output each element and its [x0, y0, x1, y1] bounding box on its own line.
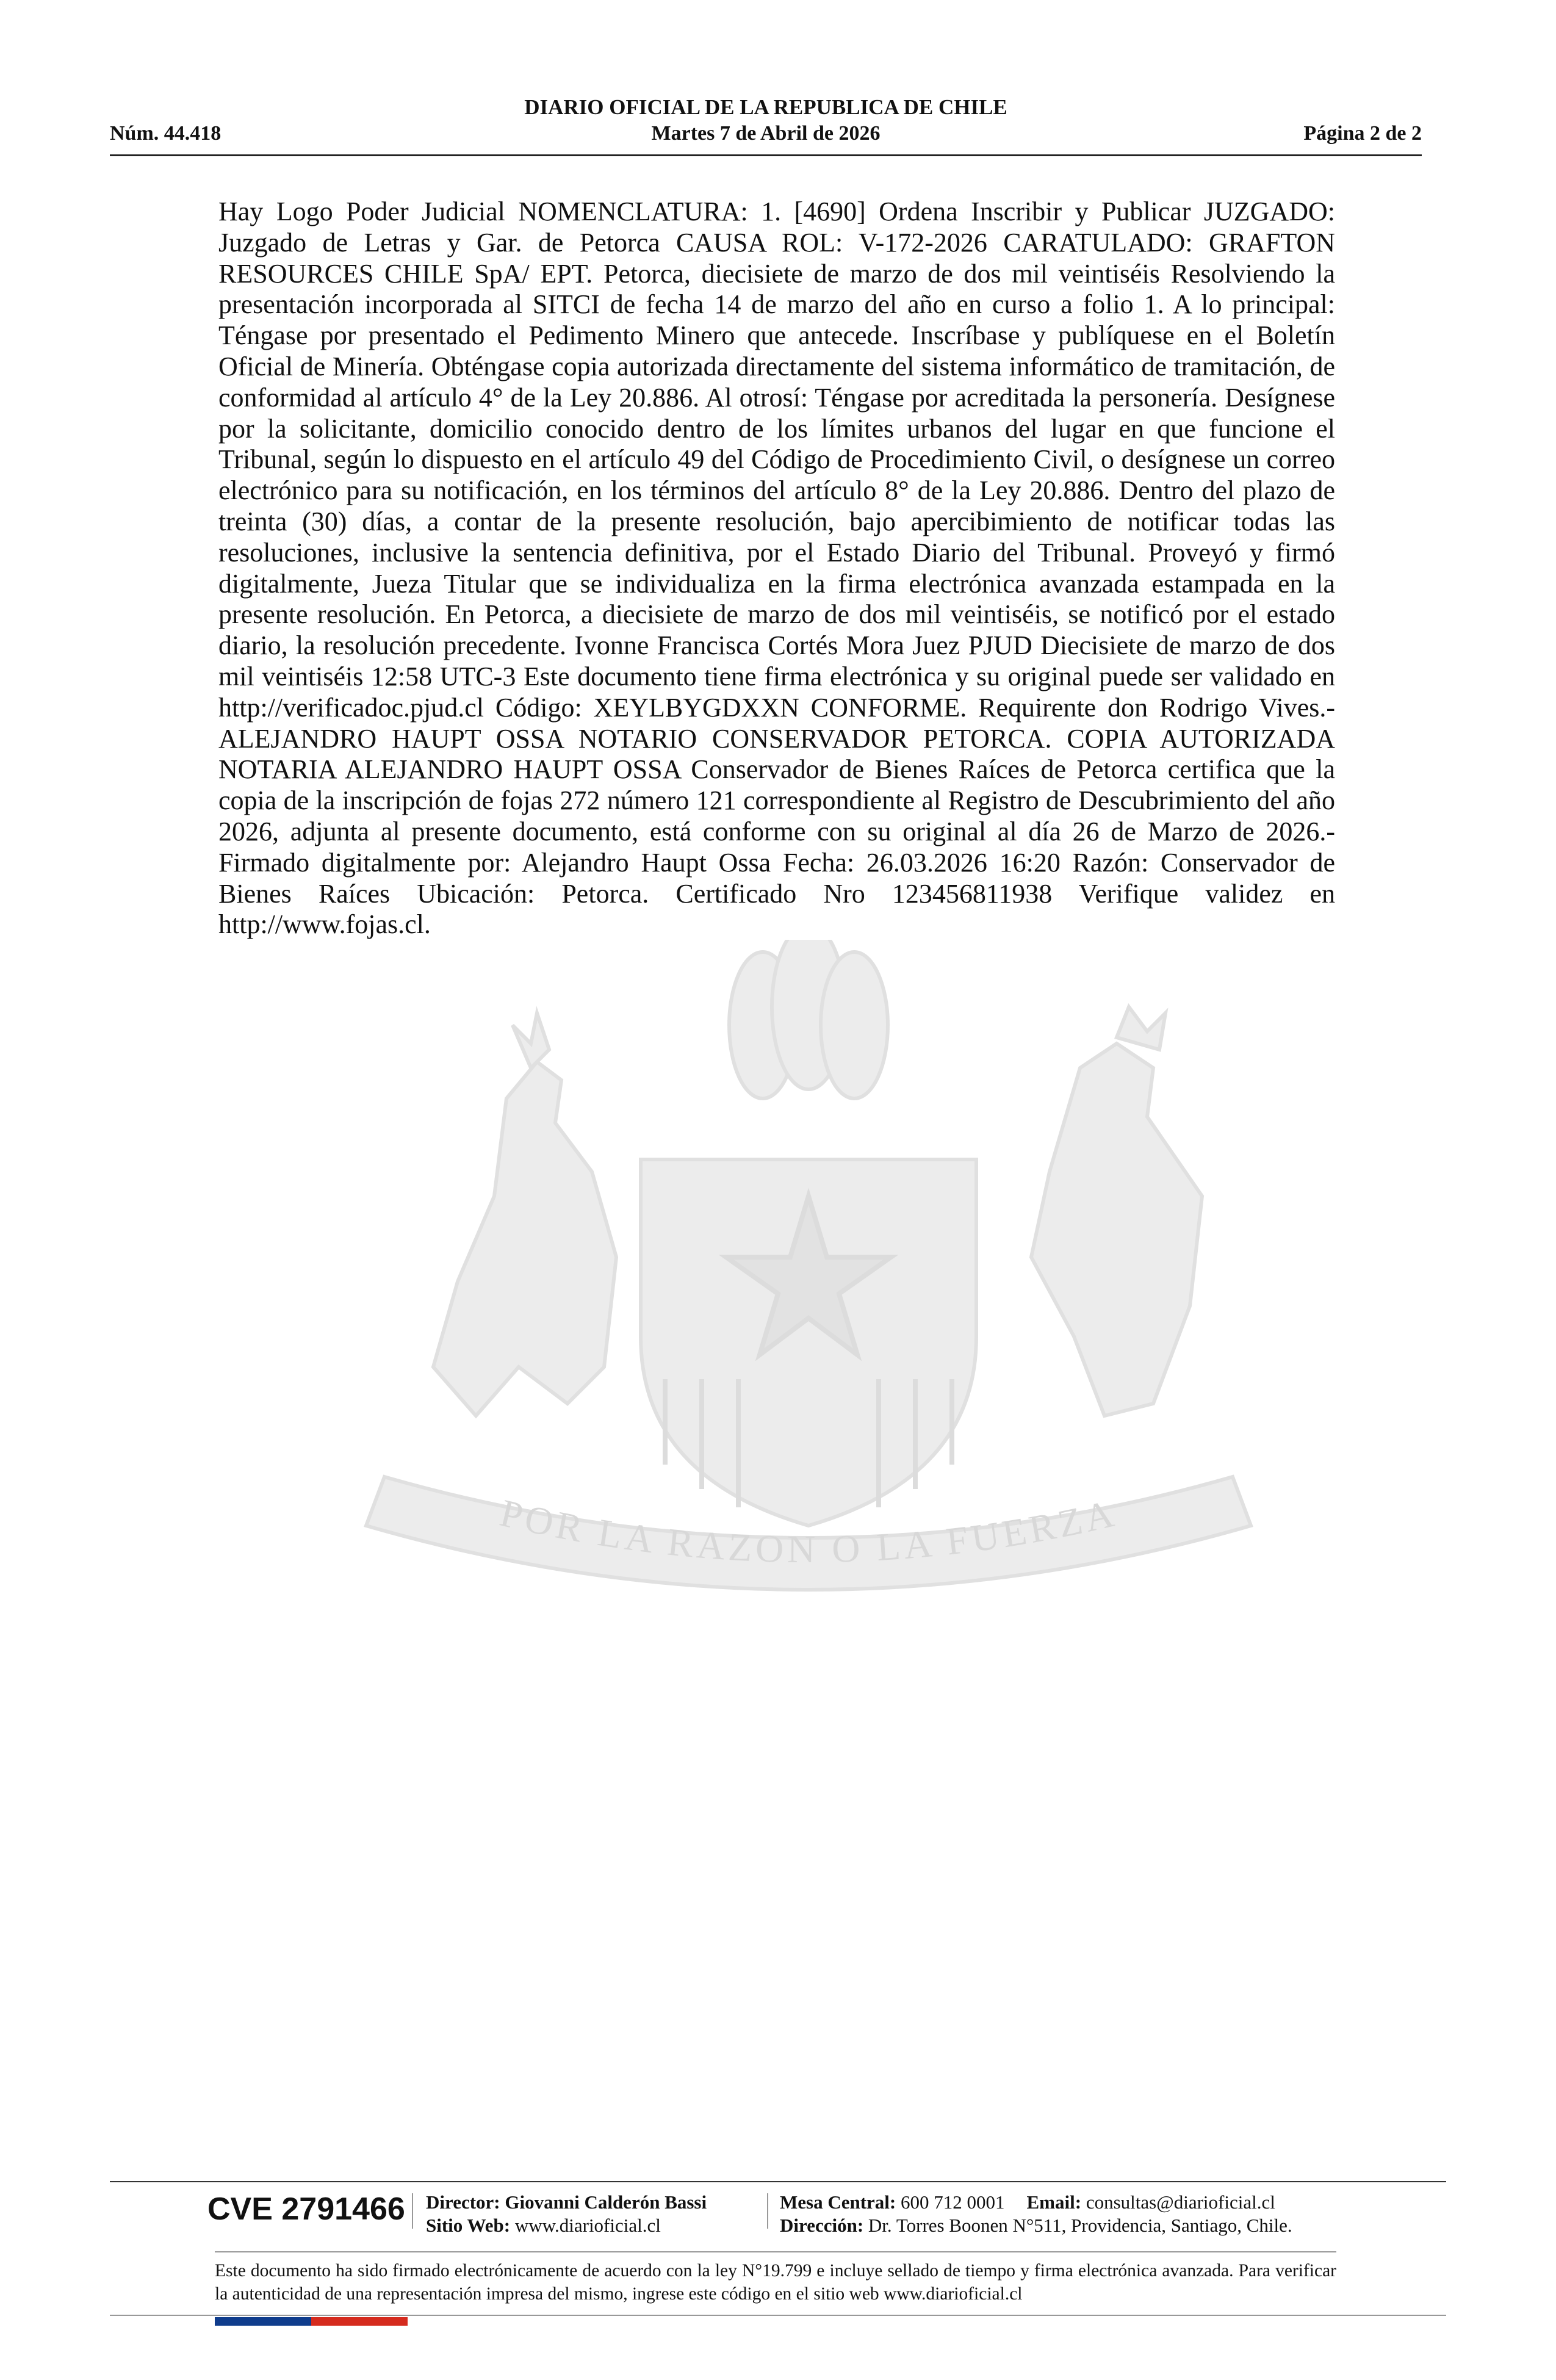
email-label: Email:: [1026, 2191, 1082, 2213]
newspaper-title: DIARIO OFICIAL DE LA REPUBLICA DE CHILE: [524, 95, 1007, 119]
footer-divider-bottom: [110, 2315, 1446, 2316]
footer-contact-block: [780, 2191, 1292, 2237]
address-label: Dirección:: [780, 2215, 864, 2236]
header-divider: [110, 154, 1422, 156]
cve-code: CVE 2791466: [207, 2191, 405, 2227]
flag-blue-stripe: [215, 2317, 311, 2326]
chile-coat-of-arms-icon: [275, 940, 1342, 1703]
website-label: Sitio Web:: [426, 2215, 511, 2236]
address-text: Dr. Torres Boonen N°511, Providencia, Santiago, Chile.: [868, 2215, 1292, 2236]
mesa-central-phone: 600 712 0001: [901, 2191, 1005, 2213]
email-link[interactable]: consultas@diarioficial.cl: [1086, 2191, 1275, 2213]
flag-red-stripe: [311, 2317, 408, 2326]
footer-director-block: [426, 2191, 707, 2237]
coat-of-arms-motto: POR LA RAZON O LA FUERZA: [495, 1490, 1122, 1571]
flag-color-bar: [215, 2317, 408, 2326]
website-link[interactable]: www.diarioficial.cl: [514, 2215, 661, 2236]
mesa-central-label: Mesa Central:: [780, 2191, 896, 2213]
footer-divider-mid: [215, 2251, 1336, 2252]
director-name: Giovanni Calderón Bassi: [505, 2191, 707, 2213]
footer-separator: [412, 2193, 413, 2229]
page-indicator: Página 2 de 2: [1303, 122, 1422, 145]
page-header: [110, 95, 1422, 154]
issue-number: Núm. 44.418: [110, 122, 222, 145]
signature-notice: Este documento ha sido firmado electrónicamente de acuerdo con la ley N°19.799 e incluye sellado de tiempo y firma electrónica avanzada. Para verificar la autenticidad de una representación impresa del mismo, ingrese este código en el sitio web www.diarioficial.cl: [215, 2261, 1336, 2304]
footer-divider-top: [110, 2181, 1446, 2182]
footer-separator: [767, 2193, 768, 2229]
issue-date: Martes 7 de Abril de 2026: [651, 122, 881, 145]
document-body-text: Hay Logo Poder Judicial NOMENCLATURA: 1. [4690] Ordena Inscribir y Publicar JUZGADO: Juzgado de Letras y Gar. de Petorca CAUSA ROL: V-172-2026 CARATULADO: GRAFTON RESOURCES CHILE SpA/ EPT. Petorca, diecisiete de marzo de dos mil veintiséis Resolviendo la presentación incorporada al SITCI de fecha 14 de marzo del año en curso a folio 1. A lo principal: Téngase por presentado el Pedimento Minero que antecede. Inscríbase y publíquese en el Boletín Oficial de Minería. Obténgase copia autorizada directamente del sistema informático de tramitación, de conformidad al artículo 4° de la Ley 20.886. Al otrosí: Téngase por acreditada la personería. Desígnese por la solicitante, domicilio conocido dentro de los límites urbanos del lugar en que funcione el Tribunal, según lo dispuesto en el artículo 49 del Código de Procedimiento Civil, o desígnese un correo electrónico para su notificación, en los términos del artículo 8° de la Ley 20.886. Dentro del plazo de treinta (30) días, a contar de la presente resolución, bajo apercibimiento de notificar todas las resoluciones, inclusive la sentencia definitiva, por el Estado Diario del Tribunal. Proveyó y firmó digitalmente, Jueza Titular que se individualiza en la firma electrónica avanzada estampada en la presente resolución. En Petorca, a diecisiete de marzo de dos mil veintiséis, se notificó por el estado diario, la resolución precedente. Ivonne Francisca Cortés Mora Juez PJUD Diecisiete de marzo de dos mil veintiséis 12:58 UTC-3 Este documento tiene firma electrónica y su original puede ser validado en http://verificadoc.pjud.cl Código: XEYLBYGDXXN CONFORME. Requirente don Rodrigo Vives.- ALEJANDRO HAUPT OSSA NOTARIO CONSERVADOR PETORCA. COPIA AUTORIZADA NOTARIA ALEJANDRO HAUPT OSSA Conservador de Bienes Raíces de Petorca certifica que la copia de la inscripción de fojas 272 número 121 correspondiente al Registro de Descubrimiento del año 2026, adjunta al presente documento, está conforme con su original al día 26 de Marzo de 2026.- Firmado digitalmente por: Alejandro Haupt Ossa Fecha: 26.03.2026 16:20 Razón: Conservador de Bienes Raíces Ubicación: Petorca. Certificado Nro 123456811938 Verifique validez en http://www.fojas.cl.: [218, 197, 1335, 940]
director-label: Director:: [426, 2191, 500, 2213]
